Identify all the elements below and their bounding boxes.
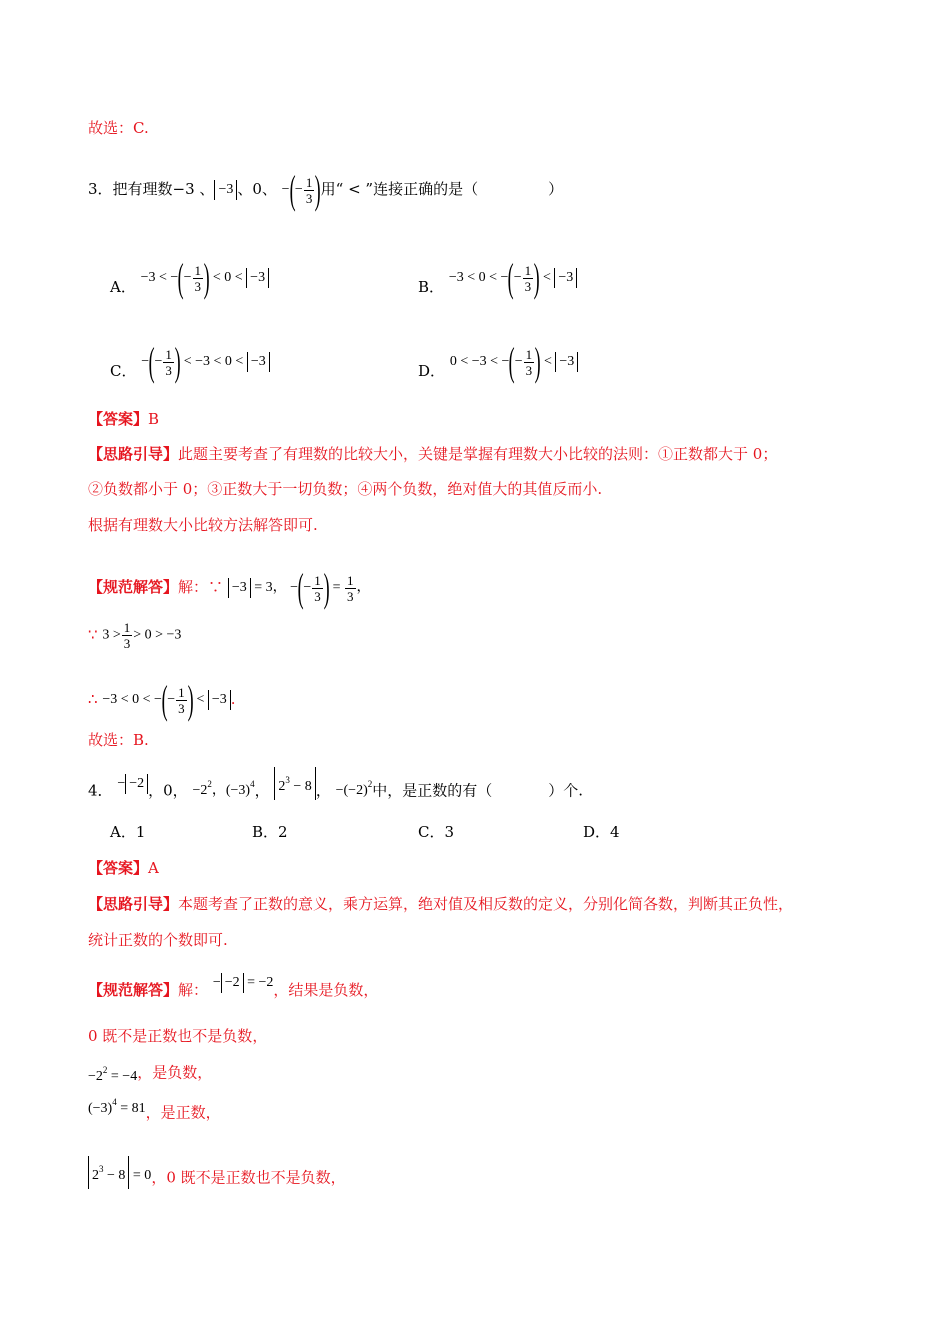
q4-comma: ，	[254, 781, 270, 800]
q4-solution-3: $-2^2 = -4$，是负数，	[88, 1060, 212, 1087]
q4-stem-suffix: 中，是正数的有（	[372, 781, 493, 800]
q3-option-c[interactable]	[110, 339, 270, 384]
q3-stem-suffix: 用“ < ”连接正确的是（	[320, 180, 479, 198]
q3-paren-close: ）	[548, 180, 564, 198]
option-expr: −3 < 0 < −(− $\frac{1}{3}$ ) < −3	[449, 258, 577, 298]
q3-hint-1: 【思路引导】此题主要考查了有理数的比较大小，关键是掌握有理数大小比较的法则：①正数都大于 0；	[88, 445, 778, 463]
q3-option-b[interactable]	[418, 255, 577, 300]
q3-stem	[88, 167, 564, 212]
q4-stem	[88, 775, 583, 808]
q4-expr-3: ，$(-3)^4$	[211, 779, 255, 798]
q4-sol-math-3: $-2^2 = -4$	[88, 1065, 138, 1084]
q3-hint-3: 根据有理数大小比较方法解答即可.	[88, 516, 318, 534]
q4-comma-2: ，	[315, 781, 331, 800]
q3-number: 3．	[88, 180, 113, 198]
option-expr: −(− $\frac{1}{3}$ ) < −3 < 0 < −3	[141, 342, 269, 382]
q4-expr-1: − −2	[117, 774, 148, 794]
q3-option-d[interactable]	[418, 339, 578, 384]
q4-solution-2: 0 既不是正数也不是负数，	[88, 1027, 268, 1045]
q4-expr-4: $2^3 - 8$	[274, 767, 315, 800]
q3-answer: 【答案】B	[88, 410, 160, 428]
q4-stem-close: ）个.	[548, 781, 584, 800]
q3-sol-math-3: −3 < 0 < −(− $\frac{1}{3}$ ) < −3	[102, 680, 230, 720]
q3-sol-math-1: −3 = 3， −(− $\frac{1}{3}$ ) = $\frac{1}{3}$ ，	[228, 568, 371, 608]
q4-hint-2: 统计正数的个数即可.	[88, 931, 228, 949]
q4-solution-4: $(-3)^4 = 81$，是正数，	[88, 1100, 221, 1127]
q4-sol-math-5: $2^3 - 8 = 0$	[88, 1156, 151, 1189]
q4-option-a[interactable]: A．1	[110, 823, 146, 841]
option-label: C．	[110, 362, 137, 380]
q4-sep: ，0，	[148, 781, 188, 800]
q4-sol-math-1: − −2 = −2	[213, 973, 274, 993]
option-label: D．	[418, 362, 446, 380]
q4-option-d[interactable]: D．4	[583, 823, 620, 841]
q3-hint-2: ②负数都小于 0；③正数大于一切负数；④两个负数，绝对值大的其值反而小.	[88, 480, 603, 498]
q4-sol-math-4: $(-3)^4 = 81$	[88, 1097, 146, 1116]
q3-solution-2: ∵ 3 > $\frac{1}{3}$ > 0 > −3	[88, 620, 182, 651]
q3-sol-math-2: 3 > $\frac{1}{3}$ > 0 > −3	[102, 620, 182, 651]
q3-abs: −3	[214, 180, 237, 200]
q4-option-b[interactable]: B．2	[252, 823, 288, 841]
prev-conclusion: 故选：C.	[88, 119, 149, 137]
q4-number: 4．	[88, 781, 113, 800]
q3-solution-1: 【规范解答】解：∵ −3 = 3， −(− $\frac{1}{3}$ ) = $\frac{1}{3}$ ，	[88, 565, 371, 610]
option-expr: 0 < −3 < −(− $\frac{1}{3}$ ) < −3	[450, 342, 578, 382]
q3-solution-3: ∴ −3 < 0 < −(− $\frac{1}{3}$ ) < −3 .	[88, 677, 236, 722]
q3-option-a[interactable]	[110, 255, 269, 300]
q4-expr-2: $-2^2$	[192, 779, 212, 798]
option-label: A．	[110, 278, 136, 296]
q3-conclusion: 故选：B.	[88, 731, 149, 749]
q4-answer: 【答案】A	[88, 859, 159, 877]
q3-neg-frac: −(− $\frac{1}{3}$ )	[281, 167, 321, 212]
q3-stem-prefix: 把有理数−3 、	[112, 180, 215, 198]
q4-hint-1: 【思路引导】本题考查了正数的意义，乘方运算，绝对值及相反数的定义，分别化简各数，判断其正负性，	[88, 895, 794, 913]
option-label: B．	[418, 278, 445, 296]
q3-sep: 、0、	[237, 180, 277, 198]
q4-option-c[interactable]: C．3	[418, 823, 455, 841]
option-expr: −3 < −(− $\frac{1}{3}$ ) < 0 < −3	[141, 258, 269, 298]
q4-solution-5: $2^3 - 8 = 0$，0 既不是正数也不是负数，	[88, 1162, 346, 1195]
q4-expr-5: $-(-2)^2$	[335, 779, 373, 798]
q4-solution-1: 【规范解答】解： − −2 = −2，结果是负数，	[88, 975, 379, 999]
